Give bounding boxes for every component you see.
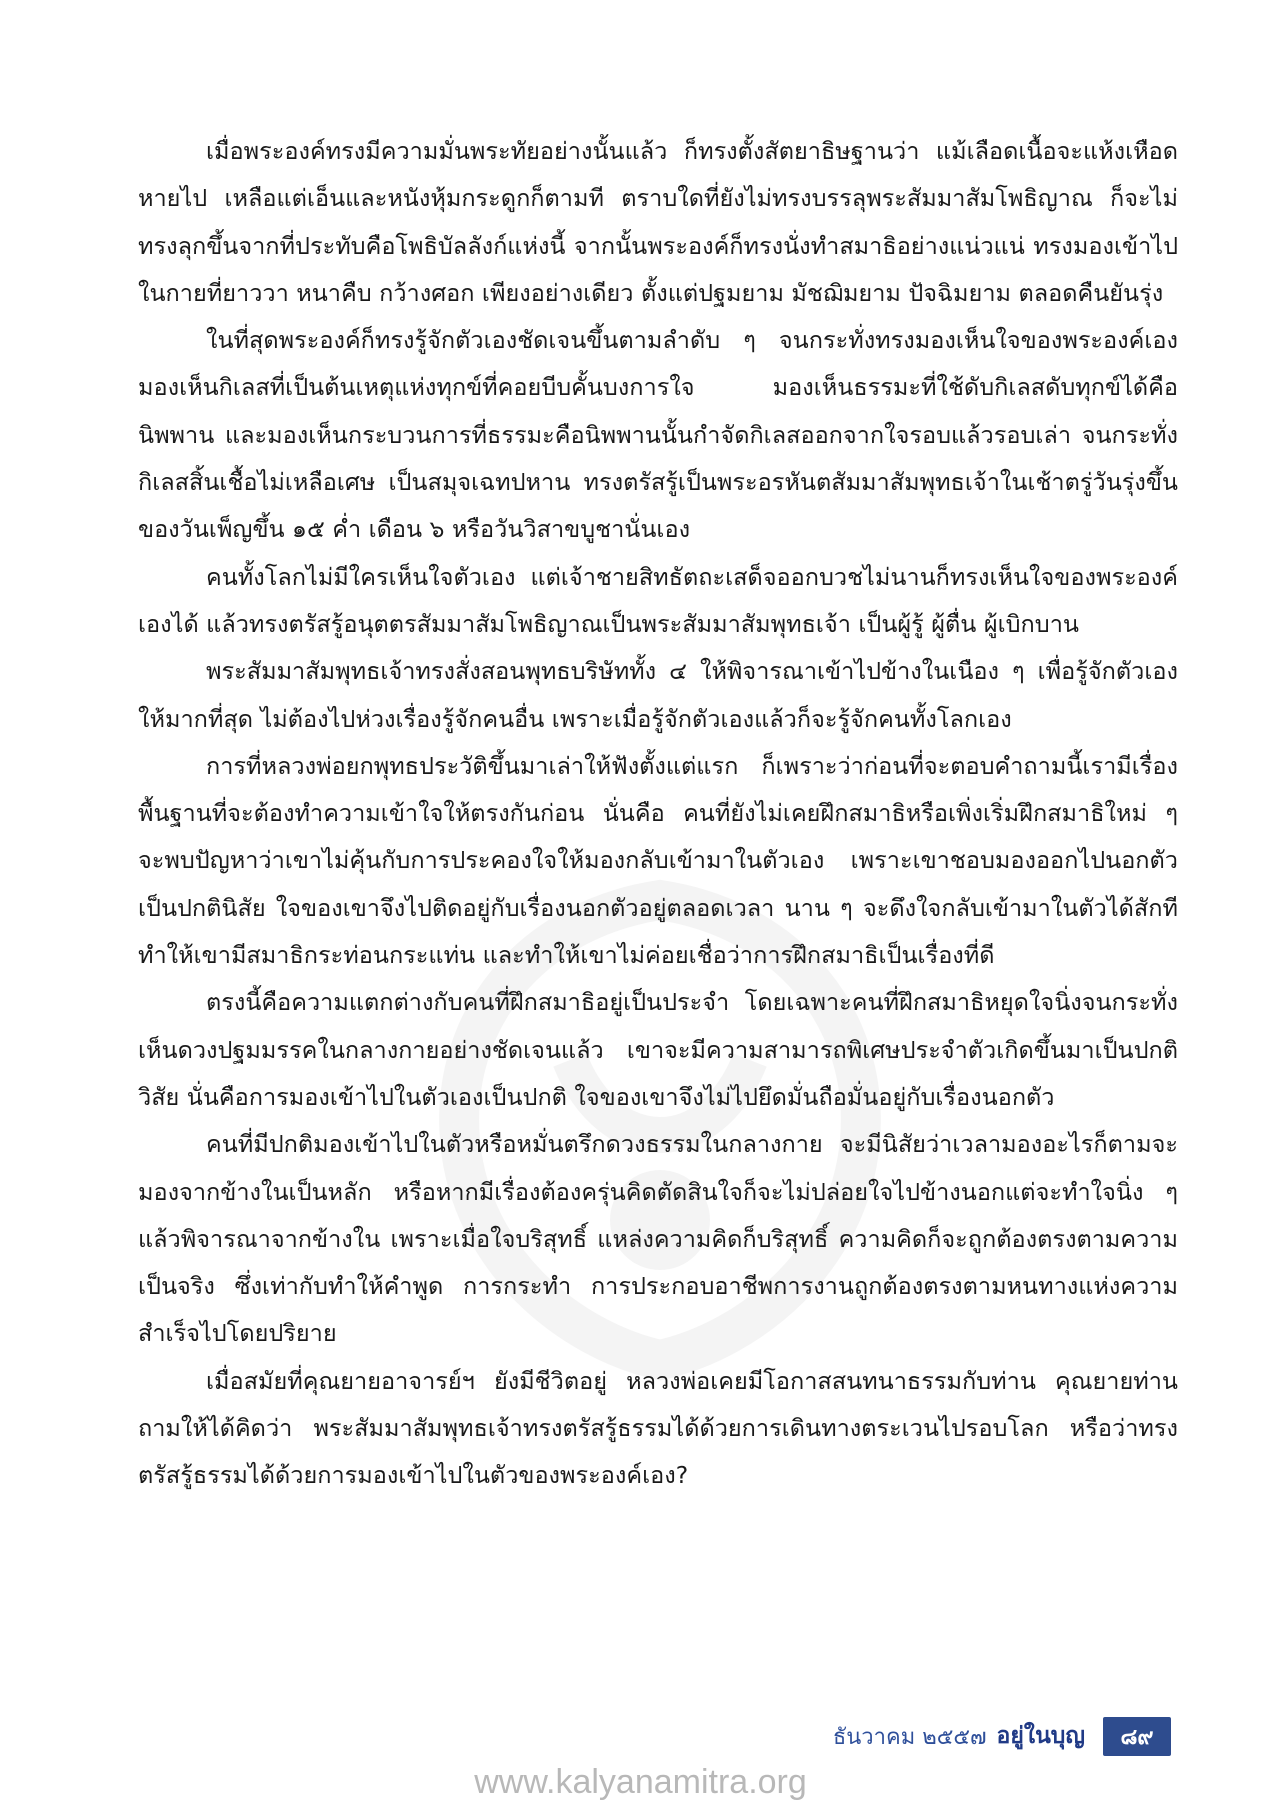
paragraph: ในที่สุดพระองค์ก็ทรงรู้จักตัวเองชัดเจนขึ้นตามลำดับ ๆ จนกระทั่งทรงมองเห็นใจของพระองค์เอง มองเห็นกิเลสที่เป็นต้นเหตุแห่งทุกข์ที่คอยบีบคั้นบงการใจ มองเห็นธรรมะที่ใช้ดับกิเลสดับทุกข์ได้คือนิพพาน และมองเห็นกระบวนการที่ธรรมะคือนิพพานนั้นกำจัดกิเลสออกจากใจรอบแล้วรอบเล่า จนกระทั่งกิเลสสิ้นเชื้อไม่เหลือเศษ เป็นสมุจเฉทปหาน ทรงตรัสรู้เป็นพระอรหันตสัมมาสัมพุทธเจ้าในเช้าตรู่วันรุ่งขึ้นของวันเพ็ญขึ้น ๑๕ ค่ำ เดือน ๖ หรือวันวิสาขบูชานั่นเอง	[138, 326, 1178, 544]
article-body	[138, 128, 1178, 1500]
paragraph: เมื่อพระองค์ทรงมีความมั่นพระทัยอย่างนั้นแล้ว ก็ทรงตั้งสัตยาธิษฐานว่า แม้เลือดเนื้อจะแห้งเหือดหายไป เหลือแต่เอ็นและหนังหุ้มกระดูกก็ตามที ตราบใดที่ยังไม่ทรงบรรลุพระสัมมาสัมโพธิญาณ ก็จะไม่ทรงลุกขึ้นจากที่ประทับคือโพธิบัลลังก์แห่งนี้ จากนั้นพระองค์ก็ทรงนั่งทำสมาธิอย่างแน่วแน่ ทรงมองเข้าไปในกายที่ยาววา หนาคืบ กว้างศอก เพียงอย่างเดียว ตั้งแต่ปฐมยาม มัชฌิมยาม ปัจฉิมยาม ตลอดคืนยันรุ่ง	[138, 137, 1178, 307]
paragraph: คนที่มีปกติมองเข้าไปในตัวหรือหมั่นตรึกดวงธรรมในกลางกาย จะมีนิสัยว่าเวลามองอะไรก็ตามจะมองจากข้างในเป็นหลัก หรือหากมีเรื่องต้องครุ่นคิดตัดสินใจก็จะไม่ปล่อยใจไปข้างนอกแต่จะทำใจนิ่ง ๆ แล้วพิจารณาจากข้างใน เพราะเมื่อใจบริสุทธิ์ แหล่งความคิดก็บริสุทธิ์ ความคิดก็จะถูกต้องตรงตามความเป็นจริง ซึ่งเท่ากับทำให้คำพูด การกระทำ การประกอบอาชีพการงานถูกต้องตรงตามหนทางแห่งความสำเร็จไปโดยปริยาย	[138, 1130, 1178, 1348]
magazine-title: อยู่ในบุญ	[996, 1723, 1085, 1749]
paragraph: พระสัมมาสัมพุทธเจ้าทรงสั่งสอนพุทธบริษัททั้ง ๔ ให้พิจารณาเข้าไปข้างในเนือง ๆ เพื่อรู้จักตัวเองให้มากที่สุด ไม่ต้องไปห่วงเรื่องรู้จักคนอื่น เพราะเมื่อรู้จักตัวเองแล้วก็จะรู้จักคนทั้งโลกเอง	[138, 657, 1178, 733]
paragraph: เมื่อสมัยที่คุณยายอาจารย์ฯ ยังมีชีวิตอยู่ หลวงพ่อเคยมีโอกาสสนทนาธรรมกับท่าน คุณยายท่านถามให้ได้คิดว่า พระสัมมาสัมพุทธเจ้าทรงตรัสรู้ธรรมได้ด้วยการเดินทางตระเวนไปรอบโลก หรือว่าทรงตรัสรู้ธรรมได้ด้วยการมองเข้าไปในตัวของพระองค์เอง?	[138, 1366, 1178, 1490]
page-footer	[833, 1718, 1171, 1754]
paragraph: ตรงนี้คือความแตกต่างกับคนที่ฝึกสมาธิอยู่เป็นประจำ โดยเฉพาะคนที่ฝึกสมาธิหยุดใจนิ่งจนกระทั่งเห็นดวงปฐมมรรคในกลางกายอย่างชัดเจนแล้ว เขาจะมีความสามารถพิเศษประจำตัวเกิดขึ้นมาเป็นปกติวิสัย นั่นคือการมองเข้าไปในตัวเองเป็นปกติ ใจของเขาจึงไม่ไปยึดมั่นถือมั่นอยู่กับเรื่องนอกตัว	[138, 988, 1178, 1111]
paragraph: การที่หลวงพ่อยกพุทธประวัติขึ้นมาเล่าให้ฟังตั้งแต่แรก ก็เพราะว่าก่อนที่จะตอบคำถามนี้เรามีเรื่องพื้นฐานที่จะต้องทำความเข้าใจให้ตรงกันก่อน นั่นคือ คนที่ยังไม่เคยฝึกสมาธิหรือเพิ่งเริ่มฝึกสมาธิใหม่ ๆ จะพบปัญหาว่าเขาไม่คุ้นกับการประคองใจให้มองกลับเข้ามาในตัวเอง เพราะเขาชอบมองออกไปนอกตัวเป็นปกตินิสัย ใจของเขาจึงไปติดอยู่กับเรื่องนอกตัวอยู่ตลอดเวลา นาน ๆ จะดึงใจกลับเข้ามาในตัวได้สักที ทำให้เขามีสมาธิกระท่อนกระแท่น และทำให้เขาไม่ค่อยเชื่อว่าการฝึกสมาธิเป็นเรื่องที่ดี	[138, 751, 1178, 970]
paragraph: คนทั้งโลกไม่มีใครเห็นใจตัวเอง แต่เจ้าชายสิทธัตถะเสด็จออกบวชไม่นานก็ทรงเห็นใจของพระองค์เองได้ แล้วทรงตรัสรู้อนุตตรสัมมาสัมโพธิญาณเป็นพระสัมมาสัมพุทธเจ้า เป็นผู้รู้ ผู้ตื่น ผู้เบิกบาน	[138, 562, 1178, 638]
website-url: www.kalyanamitra.org	[474, 1763, 807, 1801]
page-number-badge: ๘๙	[1103, 1717, 1171, 1756]
issue-date: ธันวาคม ๒๕๕๗	[832, 1724, 987, 1750]
